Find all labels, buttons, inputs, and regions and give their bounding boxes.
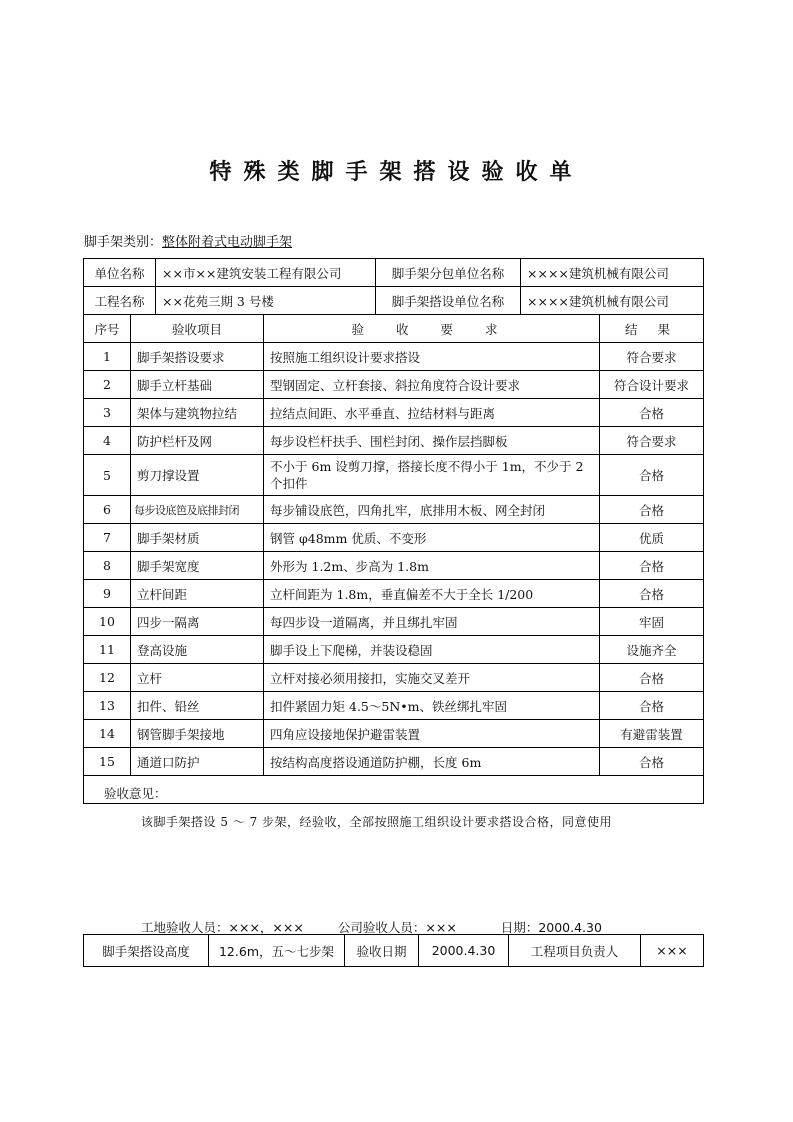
- row-no: 6: [84, 496, 131, 524]
- table-row: [84, 664, 704, 692]
- footer-row: [84, 935, 704, 967]
- company-inspector-value: ×××: [425, 920, 457, 935]
- height-label: 脚手架搭设高度: [84, 935, 209, 967]
- project-name-label: 工程名称: [84, 287, 156, 315]
- col-header-no: 序号: [84, 315, 131, 343]
- opinion-cell: [84, 776, 704, 935]
- manager-value: ×××: [641, 935, 704, 967]
- row-item: 登高设施: [131, 636, 264, 664]
- row-requirement: 四角应设接地保护避雷装置: [264, 720, 600, 748]
- row-result: 合格: [600, 580, 704, 608]
- row-requirement: 每步铺设底笆，四角扎牢，底排用木板、网全封闭: [264, 496, 600, 524]
- table-row: [84, 427, 704, 455]
- row-result: 符合要求: [600, 343, 704, 371]
- row-no: 10: [84, 608, 131, 636]
- row-requirement: 每步设栏杆扶手、围栏封闭、操作层挡脚板: [264, 427, 600, 455]
- table-row: [84, 343, 704, 371]
- row-item: 脚手架宽度: [131, 552, 264, 580]
- erector-value: ××××建筑机械有限公司: [521, 287, 704, 315]
- table-row: [84, 692, 704, 720]
- row-result: 符合设计要求: [600, 371, 704, 399]
- row-result: 优质: [600, 524, 704, 552]
- row-no: 14: [84, 720, 131, 748]
- unit-name-label: 单位名称: [84, 259, 156, 287]
- height-value: 12.6m，五～七步架: [209, 935, 345, 967]
- row-item: 脚手架材质: [131, 524, 264, 552]
- opinion-label: 验收意见：: [104, 786, 167, 801]
- inspection-date-value: 2000.4.30: [419, 935, 509, 967]
- date-value: 2000.4.30: [538, 920, 602, 935]
- row-no: 3: [84, 399, 131, 427]
- row-requirement: 外形为 1.2m、步高为 1.8m: [264, 552, 600, 580]
- col-header-result: 结 果: [600, 315, 704, 343]
- subcontractor-label: 脚手架分包单位名称: [376, 259, 521, 287]
- row-result: 合格: [600, 496, 704, 524]
- table-row: [84, 552, 704, 580]
- row-no: 13: [84, 692, 131, 720]
- row-item: 立杆间距: [131, 580, 264, 608]
- row-result: 合格: [600, 552, 704, 580]
- row-item: 架体与建筑物拉结: [131, 399, 264, 427]
- row-requirement: 拉结点间距、水平垂直、拉结材料与距离: [264, 399, 600, 427]
- opinion-text: 该脚手架搭设 5 ～ 7 步架，经验收，全部按照施工组织设计要求搭设合格，同意使用: [141, 815, 613, 829]
- row-no: 15: [84, 748, 131, 776]
- inspection-date-label: 验收日期: [345, 935, 419, 967]
- row-requirement: 不小于 6m 设剪刀撑，搭接长度不得小于 1m，不少于 2 个扣件: [264, 455, 600, 496]
- date-label: 日期：: [500, 920, 539, 935]
- row-requirement: 每四步设一道隔离，并且绑扎牢固: [264, 608, 600, 636]
- row-requirement: 扣件紧固力矩 4.5～5N•m、铁丝绑扎牢固: [264, 692, 600, 720]
- row-requirement: 钢管 φ48mm 优质、不变形: [264, 524, 600, 552]
- row-requirement: 型钢固定、立杆套接、斜拉角度符合设计要求: [264, 371, 600, 399]
- row-item: 钢管脚手架接地: [131, 720, 264, 748]
- row-item: 通道口防护: [131, 748, 264, 776]
- footer-table: [83, 934, 704, 967]
- opinion-row: [84, 776, 704, 804]
- inspection-table: [83, 258, 704, 935]
- row-result: 合格: [600, 748, 704, 776]
- column-header-row: [84, 315, 704, 343]
- table-row: [84, 455, 704, 496]
- row-requirement: 按照施工组织设计要求搭设: [264, 343, 600, 371]
- site-inspector-value: ×××，×××: [228, 920, 304, 935]
- table-row: [84, 748, 704, 776]
- header-row-project: [84, 287, 704, 315]
- row-item: 扣件、铅丝: [131, 692, 264, 720]
- site-inspector-label: 工地验收人员：: [141, 920, 229, 935]
- project-name-value: ××花苑三期 3 号楼: [156, 287, 376, 315]
- row-no: 12: [84, 664, 131, 692]
- erector-label: 脚手架搭设单位名称: [376, 287, 521, 315]
- row-result: 合格: [600, 692, 704, 720]
- row-no: 11: [84, 636, 131, 664]
- row-no: 4: [84, 427, 131, 455]
- scaffold-category: [84, 231, 298, 250]
- row-no: 5: [84, 455, 131, 496]
- category-label: 脚手架类别：: [84, 235, 163, 250]
- manager-label: 工程项目负责人: [509, 935, 641, 967]
- row-no: 2: [84, 371, 131, 399]
- unit-name-value: ××市××建筑安装工程有限公司: [156, 259, 376, 287]
- table-row: [84, 636, 704, 664]
- row-item: 剪刀撑设置: [131, 455, 264, 496]
- row-item: 立杆: [131, 664, 264, 692]
- row-item: 每步设底笆及底排封闭: [131, 496, 264, 524]
- table-row: [84, 720, 704, 748]
- row-result: 有避雷装置: [600, 720, 704, 748]
- company-inspector-label: 公司验收人员：: [337, 920, 426, 935]
- row-result: 合格: [600, 455, 704, 496]
- row-no: 7: [84, 524, 131, 552]
- page-title: 特殊类脚手架搭设验收单: [209, 160, 584, 185]
- header-row-unit: [84, 259, 704, 287]
- table-row: [84, 580, 704, 608]
- subcontractor-value: ××××建筑机械有限公司: [521, 259, 704, 287]
- row-result: 符合要求: [600, 427, 704, 455]
- row-item: 防护栏杆及网: [131, 427, 264, 455]
- row-requirement: 按结构高度搭设通道防护棚，长度 6m: [264, 748, 600, 776]
- row-no: 8: [84, 552, 131, 580]
- row-item: 四步一隔离: [131, 608, 264, 636]
- col-header-item: 验收项目: [131, 315, 264, 343]
- row-no: 1: [84, 343, 131, 371]
- table-row: [84, 371, 704, 399]
- table-row: [84, 496, 704, 524]
- table-row: [84, 399, 704, 427]
- row-item: 脚手立杆基础: [131, 371, 264, 399]
- row-requirement: 立杆间距为 1.8m，垂直偏差不大于全长 1/200: [264, 580, 600, 608]
- row-requirement: 脚手设上下爬梯，并装设稳固: [264, 636, 600, 664]
- row-result: 设施齐全: [600, 636, 704, 664]
- table-row: [84, 524, 704, 552]
- row-result: 牢固: [600, 608, 704, 636]
- row-result: 合格: [600, 399, 704, 427]
- row-result: 合格: [600, 664, 704, 692]
- row-requirement: 立杆对接必须用接扣，实施交叉差开: [264, 664, 600, 692]
- table-row: [84, 608, 704, 636]
- row-no: 9: [84, 580, 131, 608]
- col-header-requirement: 验 收 要 求: [264, 315, 600, 343]
- category-value: 整体附着式电动脚手架: [162, 235, 293, 250]
- row-item: 脚手架搭设要求: [131, 343, 264, 371]
